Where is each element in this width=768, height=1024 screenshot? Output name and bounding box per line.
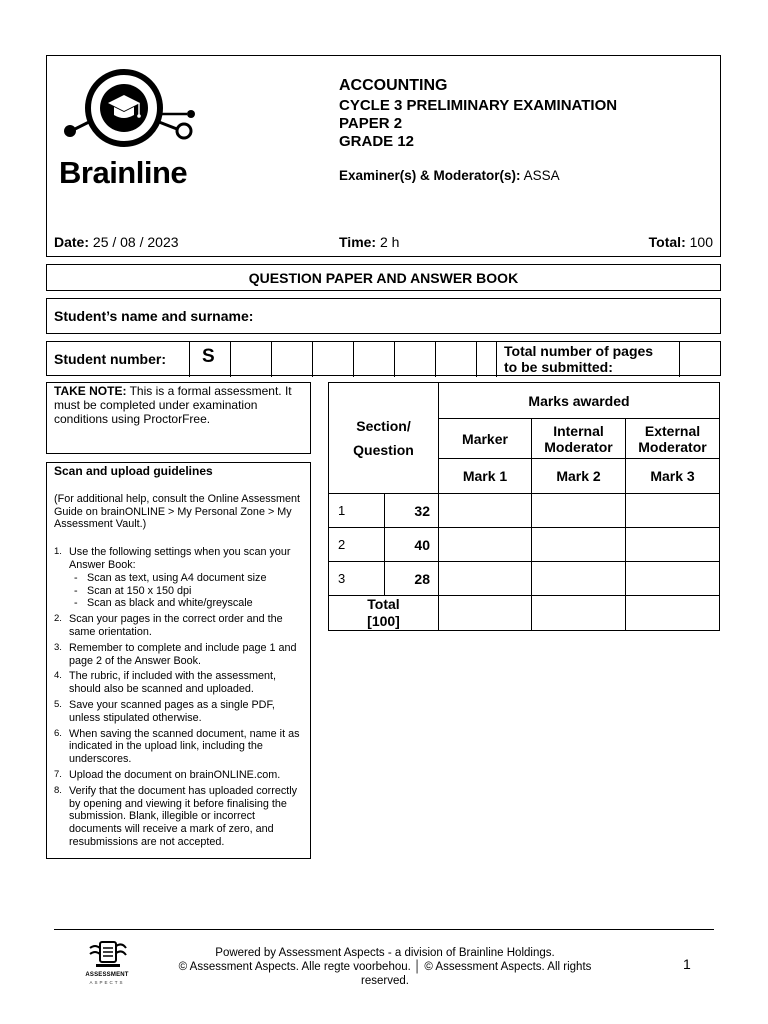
date-value: 25 / 08 / 2023 <box>92 234 179 250</box>
date-field <box>54 234 179 250</box>
total-row <box>329 596 720 631</box>
mark1-header: Mark 1 <box>439 459 532 494</box>
scan-guidelines-title: Scan and upload guidelines <box>54 464 213 478</box>
footer-text <box>160 946 610 988</box>
question-number: 1 <box>329 494 385 528</box>
mark3-header: Mark 3 <box>626 459 720 494</box>
student-number-digit-cell[interactable] <box>436 342 477 377</box>
student-number-label-cell <box>47 342 190 377</box>
guideline-number: 7. <box>54 768 62 780</box>
question-paper-title: QUESTION PAPER AND ANSWER BOOK <box>46 264 721 291</box>
paper-number: PAPER 2 <box>339 115 403 132</box>
guideline-text: Verify that the document has uploaded correctly by opening and viewing it before finalising the submission. Blank, illegible or incorrect documents will receive a mark of zero, and resubmissions are not accepted. <box>69 784 298 848</box>
guideline-item <box>54 769 303 782</box>
mark3-cell[interactable] <box>626 562 720 596</box>
student-name-field[interactable] <box>46 298 721 334</box>
mark2-header: Mark 2 <box>532 459 626 494</box>
footer-line2: © Assessment Aspects. Alle regte voorbehou. │ © Assessment Aspects. All rights reserved. <box>178 961 592 987</box>
mark3-cell[interactable] <box>626 528 720 562</box>
guideline-text: Remember to complete and include page 1 and page 2 of the Answer Book. <box>69 641 297 667</box>
guideline-item <box>54 699 303 725</box>
guideline-number: 5. <box>54 698 62 710</box>
time-label: Time: <box>339 234 377 250</box>
guideline-text: Use the following settings when you scan your Answer Book: <box>69 546 291 571</box>
time-field <box>339 234 399 250</box>
student-number-digit-cell[interactable] <box>354 342 395 377</box>
total-field <box>649 234 713 250</box>
guideline-subitem-text: Scan as black and white/greyscale <box>87 597 253 610</box>
examiner-label: Examiner(s) & Moderator(s): <box>339 168 521 183</box>
mark2-cell[interactable] <box>532 528 626 562</box>
student-number-label: Student number: <box>54 351 166 367</box>
table-row <box>329 494 720 528</box>
guideline-item <box>54 642 303 668</box>
total-label-cell <box>329 596 439 631</box>
guideline-number: 8. <box>54 784 62 796</box>
logo-subname: ASPECTS <box>89 980 125 985</box>
guideline-item <box>54 728 303 766</box>
scan-guidelines-intro: (For additional help, consult the Online Assessment Guide on brainONLINE > My Personal Zone > My Assessment Vault.) <box>54 492 301 531</box>
section-label: Section/ <box>356 418 411 434</box>
student-number-row <box>46 341 721 376</box>
header-box <box>46 55 721 257</box>
grade-label: GRADE 12 <box>339 133 415 150</box>
guideline-item <box>54 613 303 639</box>
internal-moderator-header <box>532 419 626 459</box>
moderator-label: Moderator <box>544 438 613 455</box>
internal-label: Internal <box>553 422 604 439</box>
take-note-label: TAKE NOTE: <box>54 384 127 398</box>
external-label: External <box>644 422 701 439</box>
assessment-aspects-logo <box>76 938 138 990</box>
subject-title: ACCOUNTING <box>339 77 448 94</box>
guideline-number: 2. <box>54 613 62 625</box>
total-mark1-cell[interactable] <box>439 596 532 631</box>
mark3-cell[interactable] <box>626 494 720 528</box>
table-row <box>329 562 720 596</box>
total-mark3-cell[interactable] <box>626 596 720 631</box>
guideline-subitem-text: Scan at 150 x 150 dpi <box>87 584 192 597</box>
exam-cycle: CYCLE 3 PRELIMINARY EXAMINATION <box>339 97 618 114</box>
question-number: 2 <box>329 528 385 562</box>
total-value: 100 <box>689 234 713 250</box>
mark1-cell[interactable] <box>439 528 532 562</box>
guideline-text: When saving the scanned document, name it as indicated in the upload link, including the underscores. <box>69 727 300 766</box>
total-mark2-cell[interactable] <box>532 596 626 631</box>
pages-count-cell[interactable] <box>680 342 721 377</box>
assessment-aspects-logo-icon <box>76 938 138 972</box>
guideline-text: Scan your pages in the correct order and the same orientation. <box>69 613 283 638</box>
date-label: Date: <box>54 234 90 250</box>
scan-guidelines-box <box>46 462 311 859</box>
time-value: 2 h <box>379 234 400 250</box>
pages-submitted-label <box>504 343 653 375</box>
guideline-subitem <box>69 572 303 585</box>
guideline-item <box>54 670 303 696</box>
guideline-text: Upload the document on brainONLINE.com. <box>69 768 281 781</box>
guideline-number: 1. <box>54 546 62 558</box>
examiner-value: ASSA <box>523 168 560 183</box>
table-row <box>329 528 720 562</box>
mark1-cell[interactable] <box>439 562 532 596</box>
guideline-number: 3. <box>54 641 62 653</box>
marks-awarded-header: Marks awarded <box>439 383 720 419</box>
guideline-item <box>54 546 303 610</box>
page-number: 1 <box>683 956 691 972</box>
total-label: Total <box>367 596 400 612</box>
logo-name: ASSESSMENT <box>85 972 129 978</box>
mark1-cell[interactable] <box>439 494 532 528</box>
question-max-mark: 28 <box>385 562 439 596</box>
student-number-digit-cell[interactable] <box>231 342 272 377</box>
question-number: 3 <box>329 562 385 596</box>
moderator-label: Moderator <box>638 438 707 455</box>
pages-label-line1: Total number of pages <box>504 343 654 359</box>
student-number-prefix: S <box>202 346 215 367</box>
question-max-mark: 32 <box>385 494 439 528</box>
pages-label-line2: to be submitted: <box>504 359 613 375</box>
take-note-box <box>46 382 311 454</box>
dash-bullet: - <box>74 597 78 610</box>
total-max: [100] <box>367 613 400 629</box>
dash-bullet: - <box>74 571 78 584</box>
guideline-item <box>54 785 303 849</box>
student-number-digit-cell[interactable] <box>395 342 436 377</box>
brainline-logo-icon <box>59 66 199 154</box>
brand-name: Brainline <box>59 155 188 190</box>
student-number-spacer-cell <box>477 342 497 377</box>
take-note-text: This is a formal assessment. It must be completed under examination conditions using ProctorFree. <box>54 384 292 426</box>
external-moderator-header <box>626 419 720 459</box>
student-number-digit-cell[interactable] <box>313 342 354 377</box>
mark2-cell[interactable] <box>532 562 626 596</box>
guideline-text: Save your scanned pages as a single PDF, unless stipulated otherwise. <box>69 698 275 724</box>
guideline-subitem-text: Scan as text, using A4 document size <box>87 571 267 584</box>
footer-line1: Powered by Assessment Aspects - a division of Brainline Holdings. <box>215 947 555 959</box>
section-question-header <box>329 383 439 494</box>
mark2-cell[interactable] <box>532 494 626 528</box>
student-number-digit-cell[interactable] <box>272 342 313 377</box>
question-label: Question <box>353 442 414 458</box>
examiner-line <box>339 168 560 183</box>
guideline-subitem <box>69 585 303 598</box>
marker-header: Marker <box>439 419 532 459</box>
guideline-number: 4. <box>54 670 62 682</box>
total-label: Total: <box>648 234 686 250</box>
question-max-mark: 40 <box>385 528 439 562</box>
student-name-label: Student’s name and surname: <box>54 308 254 324</box>
guideline-number: 6. <box>54 727 62 739</box>
marks-table <box>328 382 720 631</box>
guideline-subitem <box>69 597 303 610</box>
footer-divider <box>54 929 714 930</box>
guideline-text: The rubric, if included with the assessment, should also be scanned and uploaded. <box>69 670 277 696</box>
dash-bullet: - <box>74 584 78 597</box>
